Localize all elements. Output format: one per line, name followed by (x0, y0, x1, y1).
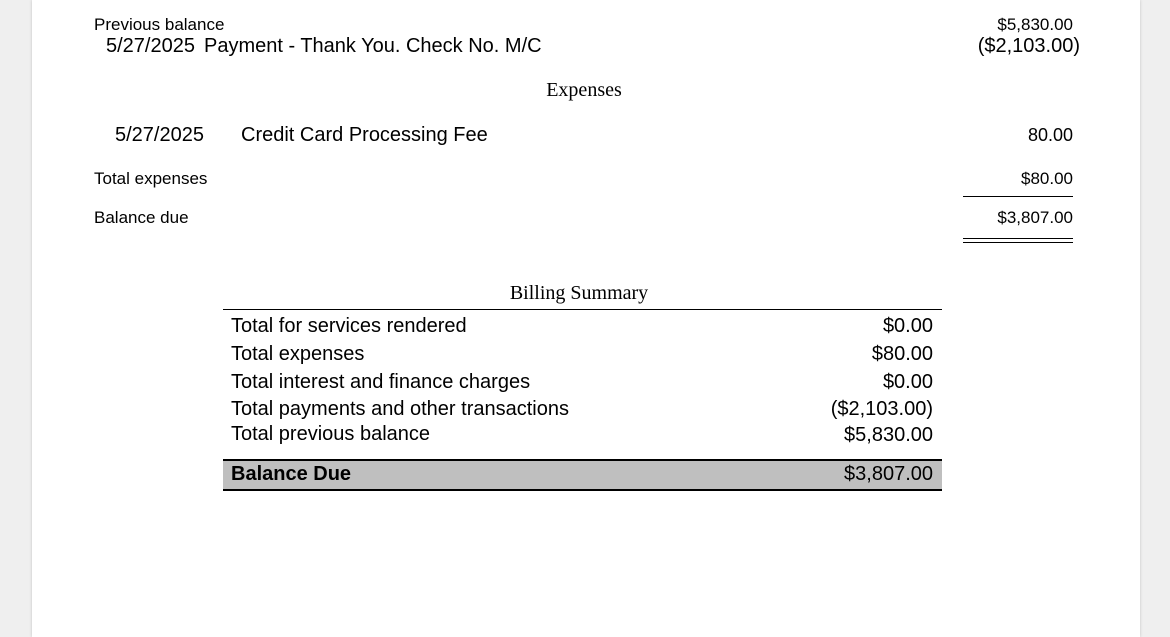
payment-amount: ($2,103.00) (977, 35, 1080, 57)
subtotal-rule (963, 196, 1073, 197)
expenses-heading: Expenses (546, 79, 622, 101)
summary-row-label: Total previous balance (231, 423, 431, 445)
summary-row-label: Total for services rendered (231, 315, 467, 337)
expense-date: 5/27/2025 (115, 124, 204, 146)
summary-row-amount: $0.00 (882, 371, 933, 393)
summary-row-label: Total interest and finance charges (231, 371, 531, 393)
payment-date: 5/27/2025 (106, 35, 195, 57)
total-double-rule (963, 238, 1073, 243)
summary-balance-due-amount: $3,807.00 (844, 463, 933, 485)
billing-summary-top-rule (223, 309, 942, 310)
expense-description: Credit Card Processing Fee (241, 124, 488, 146)
total-expenses-amount: $80.00 (1021, 169, 1073, 188)
previous-balance-amount: $5,830.00 (997, 15, 1073, 34)
expense-amount: 80.00 (1027, 125, 1073, 145)
previous-balance-label: Previous balance (94, 15, 225, 34)
summary-row-label: Total expenses (231, 343, 365, 365)
total-expenses-label: Total expenses (94, 169, 208, 188)
summary-row-amount: $5,830.00 (844, 424, 933, 446)
billing-summary-heading: Billing Summary (509, 282, 649, 304)
balance-due-amount: $3,807.00 (997, 208, 1073, 227)
summary-balance-due-label: Balance Due (231, 463, 352, 485)
summary-row-amount: $80.00 (871, 343, 933, 365)
summary-row-amount: ($2,103.00) (830, 398, 933, 420)
payment-description: Payment - Thank You. Check No. M/C (204, 35, 542, 57)
summary-row-label: Total payments and other transactions (231, 398, 569, 420)
balance-due-label: Balance due (94, 208, 189, 227)
summary-row-amount: $0.00 (882, 315, 933, 337)
